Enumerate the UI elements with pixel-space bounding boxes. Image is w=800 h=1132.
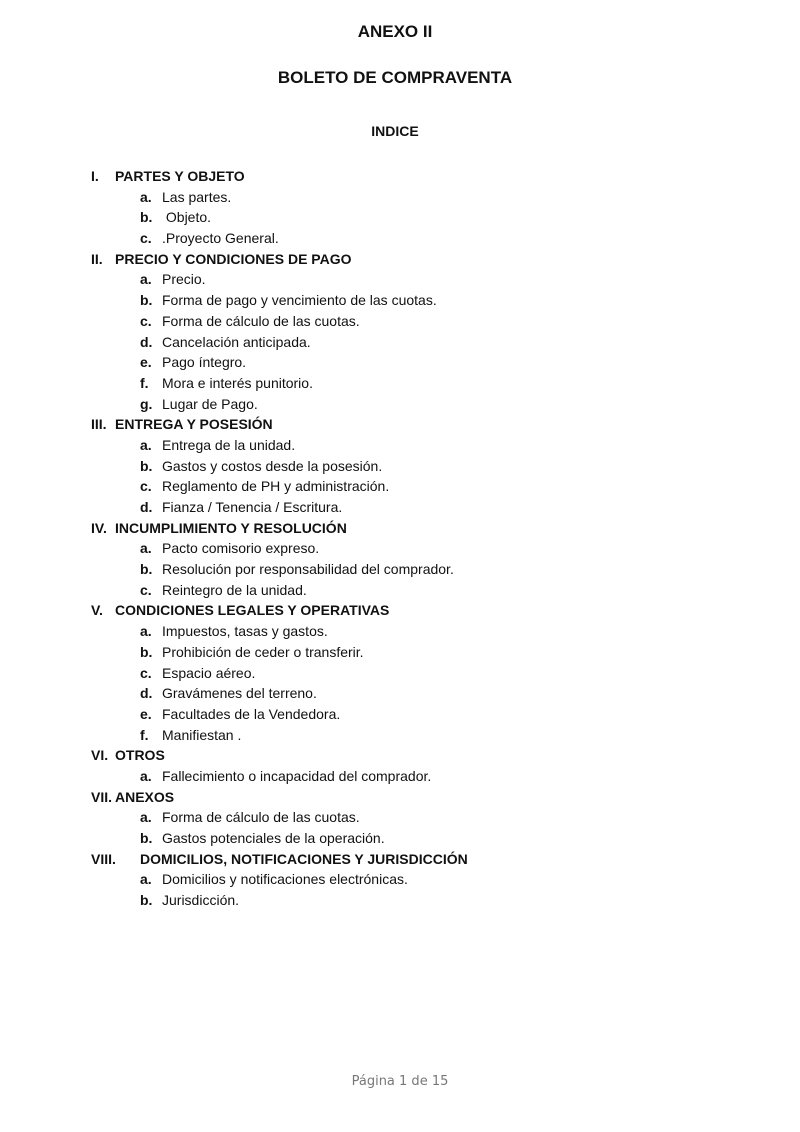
- section-number: VI.: [91, 747, 109, 764]
- toc-item: [0, 456, 800, 477]
- item-text: Forma de cálculo de las cuotas.: [162, 312, 360, 329]
- item-letter: d.: [140, 685, 153, 702]
- toc-item: [0, 642, 800, 663]
- toc-item: [0, 373, 800, 394]
- toc-section: [0, 166, 800, 187]
- section-title: PARTES Y OBJETO: [115, 168, 245, 184]
- toc-item: [0, 663, 800, 684]
- item-text: Las partes.: [162, 188, 232, 205]
- item-letter: f.: [140, 374, 149, 391]
- table-of-contents: [0, 166, 800, 911]
- item-text: .Proyecto General.: [162, 230, 279, 247]
- toc-section: [0, 414, 800, 435]
- item-text: Cancelación anticipada.: [162, 333, 311, 350]
- section-title: PRECIO Y CONDICIONES DE PAGO: [115, 250, 352, 267]
- section-number: VIII.: [91, 850, 116, 867]
- toc-item: [0, 476, 800, 497]
- item-text: Impuestos, tasas y gastos.: [162, 623, 328, 640]
- toc-item: [0, 207, 800, 228]
- item-text: Forma de pago y vencimiento de las cuotas.: [162, 292, 437, 309]
- item-letter: a.: [140, 271, 152, 288]
- toc-item: [0, 538, 800, 559]
- item-letter: c.: [140, 478, 152, 495]
- item-text: Reintegro de la unidad.: [162, 581, 307, 598]
- item-text: Jurisdicción.: [162, 892, 240, 909]
- item-text: Objeto.: [162, 209, 212, 226]
- toc-section: [0, 787, 800, 808]
- section-title: ANEXOS: [115, 788, 175, 805]
- section-title: ENTREGA Y POSESIÓN: [115, 416, 273, 433]
- document-title: BOLETO DE COMPRAVENTA: [277, 68, 513, 87]
- section-number: IV.: [91, 519, 107, 536]
- section-title: OTROS: [115, 747, 165, 764]
- toc-item: [0, 725, 800, 746]
- item-text: Pacto comisorio expreso.: [162, 540, 320, 557]
- toc-item: [0, 704, 800, 725]
- toc-item: [0, 269, 800, 290]
- item-text: Entrega de la unidad.: [162, 436, 296, 453]
- item-letter: a.: [140, 871, 152, 888]
- item-letter: b.: [140, 457, 153, 474]
- item-letter: c.: [140, 664, 152, 681]
- section-title: DOMICILIOS, NOTIFICACIONES Y JURISDICCIÓN: [140, 850, 468, 867]
- item-text: Facultades de la Vendedora.: [162, 705, 341, 722]
- toc-section: [0, 518, 800, 539]
- item-letter: b.: [140, 830, 153, 846]
- toc-item: [0, 187, 800, 208]
- item-text: Resolución por responsabilidad del comprador.: [162, 561, 454, 578]
- toc-item: [0, 435, 800, 456]
- item-text: Fallecimiento o incapacidad del comprador.: [162, 767, 432, 784]
- item-text: Fianza / Tenencia / Escritura.: [162, 499, 343, 515]
- item-letter: d.: [140, 499, 153, 515]
- toc-section: [0, 600, 800, 621]
- item-letter: g.: [140, 395, 153, 412]
- item-letter: a.: [140, 809, 152, 826]
- toc-item: [0, 869, 800, 890]
- toc-item: [0, 497, 800, 518]
- item-text: Gravámenes del terreno.: [162, 685, 317, 702]
- toc-section: [0, 849, 800, 870]
- item-letter: a.: [140, 623, 152, 640]
- section-title: CONDICIONES LEGALES Y OPERATIVAS: [115, 602, 390, 619]
- section-number: VII.: [91, 788, 113, 805]
- toc-item: [0, 766, 800, 787]
- toc-item: [0, 683, 800, 704]
- page-number: Página 1 de 15: [351, 1074, 449, 1089]
- toc-item: [0, 311, 800, 332]
- item-text: Gastos potenciales de la operación.: [162, 830, 385, 846]
- section-number: III.: [91, 416, 107, 433]
- toc-item: [0, 580, 800, 601]
- item-text: Pago íntegro.: [162, 354, 247, 371]
- item-letter: f.: [140, 726, 149, 743]
- toc-item: [0, 352, 800, 373]
- item-letter: b.: [140, 561, 153, 578]
- item-letter: b.: [140, 892, 153, 909]
- item-text: Manifiestan .: [162, 726, 242, 743]
- item-letter: b.: [140, 292, 153, 309]
- item-letter: a.: [140, 188, 152, 205]
- toc-section: [0, 249, 800, 270]
- item-letter: a.: [140, 540, 152, 557]
- toc-item: [0, 890, 800, 911]
- item-letter: a.: [140, 436, 152, 453]
- index-heading: INDICE: [371, 123, 419, 139]
- item-letter: c.: [140, 230, 152, 247]
- item-letter: b.: [140, 643, 153, 660]
- item-text: Mora e interés punitorio.: [162, 374, 313, 391]
- item-text: Reglamento de PH y administración.: [162, 478, 390, 495]
- item-letter: c.: [140, 312, 152, 329]
- item-text: Lugar de Pago.: [162, 395, 258, 412]
- item-text: Domicilios y notificaciones electrónicas.: [162, 871, 408, 888]
- item-letter: e.: [140, 705, 152, 722]
- section-number: I.: [91, 168, 99, 184]
- item-letter: e.: [140, 354, 152, 371]
- item-letter: d.: [140, 333, 153, 350]
- item-text: Forma de cálculo de las cuotas.: [162, 809, 360, 826]
- toc-item: [0, 228, 800, 249]
- item-letter: c.: [140, 581, 152, 598]
- item-text: Espacio aéreo.: [162, 664, 256, 681]
- item-text: Gastos y costos desde la posesión.: [162, 457, 383, 474]
- section-number: V.: [91, 602, 103, 619]
- annex-heading: ANEXO II: [357, 22, 433, 41]
- toc-item: [0, 828, 800, 849]
- toc-item: [0, 807, 800, 828]
- toc-section: [0, 745, 800, 766]
- toc-item: [0, 621, 800, 642]
- section-title: INCUMPLIMIENTO Y RESOLUCIÓN: [115, 519, 347, 536]
- item-letter: a.: [140, 767, 152, 784]
- section-number: II.: [91, 250, 103, 267]
- item-letter: b.: [140, 209, 153, 226]
- toc-item: [0, 394, 800, 415]
- toc-item: [0, 290, 800, 311]
- toc-item: [0, 559, 800, 580]
- item-text: Precio.: [162, 271, 206, 288]
- item-text: Prohibición de ceder o transferir.: [162, 643, 364, 660]
- toc-item: [0, 332, 800, 353]
